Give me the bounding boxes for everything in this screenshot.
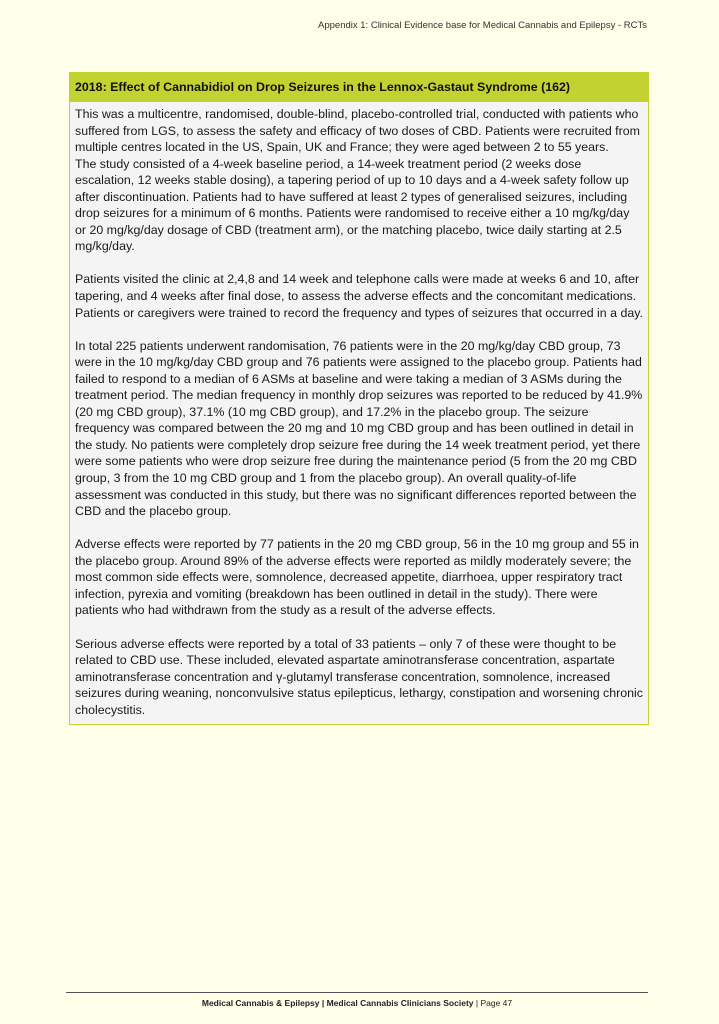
paragraph-design-protocol: The study consisted of a 4-week baseline period, a 14-week treatment period (2 weeks dose escalation, 12 weeks stable dosing), a tapering period of up to 10 days and a 4-week safety follow up after discontinuation. Patients had to have suffered at least 2 types of generalised seizures, including drop seizures for a minimum of 6 months. Patients were randomised to receive either a 10 mg/kg/day or 20 mg/kg/day dosage of CBD (treatment arm), or the matching placebo, twice daily starting at 2.5 mg/kg/day. bbox=[75, 156, 630, 254]
footer-page-number: Page 47 bbox=[480, 998, 513, 1008]
paragraph-design-intro: This was a multicentre, randomised, double-blind, placebo-controlled trial, conducted with patients who suffered from LGS, to assess the safety and efficacy of two doses of CBD. Patients were recruited from multiple centres located in the US, Spain, UK and France; they were aged between 2 to 55 years. bbox=[75, 107, 640, 155]
footer-publication: Medical Cannabis & Epilepsy | Medical Cannabis Clinicians Society bbox=[201, 998, 474, 1008]
paragraph-serious-adverse-effects: Serious adverse effects were reported by a total of 33 patients – only 7 of these were thought to be related to CBD use. These included, elevated aspartate aminotransferase concentration, aspartate aminotransferase concentration and γ-glutamyl transferase concentration, somnolence, increased seizures during weaning, nonconvulsive status epilepticus, lethargy, constipation and worsening chronic cholecystitis. bbox=[75, 636, 644, 717]
footer-separator: | bbox=[473, 998, 481, 1008]
study-body bbox=[70, 102, 648, 724]
study-title: 2018: Effect of Cannabidiol on Drop Seizures in the Lennox-Gastaut Syndrome (162) bbox=[70, 73, 648, 102]
paragraph-adverse-effects: Adverse effects were reported by 77 patients in the 20 mg CBD group, 56 in the 10 mg group and 55 in the placebo group. Around 89% of the adverse effects were reported as mildly moderately severe; the most common side effects were, somnolence, decreased appetite, diarrhoea, upper respiratory tract infection, pyrexia and vomiting (breakdown has been outlined in detail in the study). There were patients who had withdrawn from the study as a result of the adverse effects. bbox=[75, 537, 639, 618]
footer-divider bbox=[66, 992, 648, 993]
paragraph-visits: Patients visited the clinic at 2,4,8 and 14 week and telephone calls were made at weeks 6 and 10, after tapering, and 4 weeks after final dose, to assess the adverse effects and the concomitant medications. Patients or caregivers were trained to record the frequency and types of seizures that occurred in a day. bbox=[75, 272, 643, 320]
study-summary-box bbox=[69, 72, 649, 725]
page-footer bbox=[66, 998, 648, 1008]
paragraph-results: In total 225 patients underwent randomisation, 76 patients were in the 20 mg/kg/day CBD group, 73 were in the 10 mg/kg/day CBD group and 76 patients were assigned to the placebo group. Patients had failed to respond to a median of 6 ASMs at baseline and were taking a median of 3 ASMs during the treatment period. The median frequency in monthly drop seizures was reported to be reduced by 41.9% (20 mg CBD group), 37.1% (10 mg CBD group), and 17.2% in the placebo group. The seizure frequency was compared between the 20 mg and 10 mg CBD group and has been outlined in detail in the study. No patients were completely drop seizure free during the 14 week treatment period, yet there were some patients who were drop seizure free during the maintenance period (5 from the 20 mg CBD group, 3 from the 10 mg CBD group and 1 from the placebo group). An overall quality-of-life assessment was conducted in this study, but there was no significant differences reported between the CBD and the placebo group. bbox=[75, 338, 643, 519]
paragraph-design bbox=[75, 106, 643, 255]
running-header: Appendix 1: Clinical Evidence base for Medical Cannabis and Epilepsy - RCTs bbox=[318, 20, 647, 31]
